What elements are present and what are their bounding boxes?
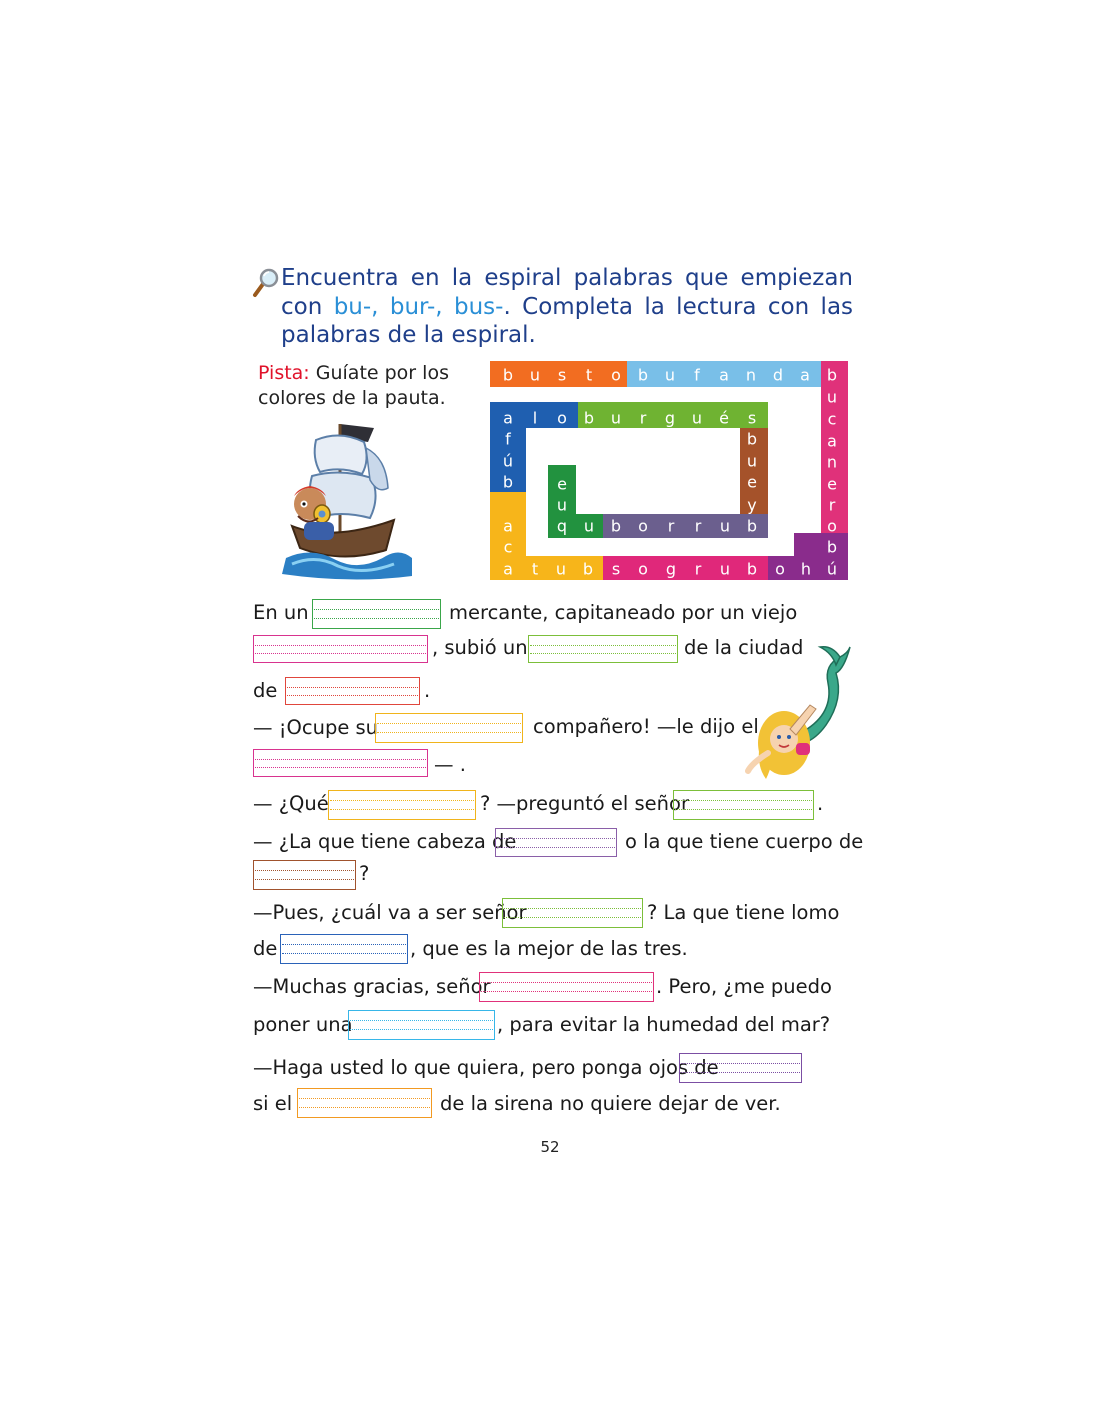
hint-label: Pista:	[258, 362, 310, 384]
spiral-letter: a	[800, 365, 810, 385]
story-line-4: — ¡Ocupe su	[253, 716, 379, 739]
blank-buho-2[interactable]	[679, 1053, 802, 1083]
story-line-8: ?	[359, 862, 370, 885]
blank-burgues[interactable]	[528, 635, 678, 663]
spiral-letter: o	[638, 516, 648, 536]
spiral-letter: b	[746, 559, 758, 579]
spiral-letter: o	[638, 559, 648, 579]
blank-busto[interactable]	[297, 1088, 432, 1118]
story-line-1b: mercante, capitaneado por un viejo	[449, 601, 798, 624]
story-line-14: si el	[253, 1092, 293, 1115]
story-line-7b: o la que tiene cuerpo de	[625, 830, 864, 853]
story-line-13: —Haga usted lo que quiera, pero ponga ojos de	[253, 1056, 719, 1079]
story-line-14b: de la sirena no quiere dejar de ver.	[440, 1092, 781, 1115]
spiral-letter: b	[826, 365, 838, 385]
spiral-letter: q	[556, 516, 568, 536]
story-line-12: poner una	[253, 1013, 353, 1036]
story-line-10: de	[253, 937, 278, 960]
spiral-letter: b	[610, 516, 622, 536]
spiral-letter: b	[583, 408, 595, 428]
spiral-letter: b	[746, 516, 758, 536]
spiral-letter: a	[503, 408, 513, 428]
spiral-letter: r	[828, 495, 836, 515]
blank-burgues-3[interactable]	[502, 898, 643, 928]
story-line-4b: compañero! —le dijo el	[533, 715, 759, 738]
spiral-letter: s	[557, 365, 567, 385]
spiral-letter: b	[582, 559, 594, 579]
blank-burgos[interactable]	[285, 677, 420, 705]
story-line-10b: , que es la mejor de las tres.	[410, 937, 688, 960]
spiral-letter: b	[826, 537, 838, 557]
story-line-3b: .	[424, 679, 431, 702]
spiral-letter: e	[827, 474, 837, 494]
spiral-letter: u	[719, 559, 731, 579]
spiral-letter: f	[505, 429, 511, 449]
spiral-letter: d	[772, 365, 784, 385]
hint	[258, 361, 458, 411]
spiral-letter: l	[532, 408, 538, 428]
blank-butaca-2[interactable]	[328, 790, 476, 820]
blank-bufalo[interactable]	[280, 934, 408, 964]
spiral-letter: n	[826, 452, 838, 472]
spiral-letter: t	[531, 559, 539, 579]
spiral-letter: a	[503, 516, 513, 536]
blank-bufanda[interactable]	[348, 1010, 495, 1040]
story-line-11: —Muchas gracias, señor	[253, 975, 491, 998]
spiral-letter: c	[827, 409, 837, 429]
spiral-letter: e	[747, 472, 757, 492]
story-line-3: de	[253, 679, 278, 702]
word-spiral	[490, 360, 850, 582]
story-line-2b: de la ciudad	[684, 636, 804, 659]
instruction-text: Encuentra en la espiral palabras que empiezan con bu-, bur-, bus-. Completa la lectura con las palabras de la espiral.	[281, 265, 854, 348]
spiral-letter: b	[502, 472, 514, 492]
spiral-letter: y	[747, 495, 757, 515]
spiral-letter: u	[556, 495, 568, 515]
story-line-12b: , para evitar la humedad del mar?	[497, 1013, 831, 1036]
story-line-9b: ? La que tiene lomo	[647, 901, 840, 924]
story-line-11b: . Pero, ¿me puedo	[656, 975, 832, 998]
spiral-letter: b	[502, 365, 514, 385]
story-line-9: —Pues, ¿cuál va a ser señor	[253, 901, 527, 924]
spiral-letter: u	[691, 408, 703, 428]
blank-bucanero[interactable]	[253, 635, 428, 663]
spiral-letter: s	[611, 559, 621, 579]
blank-bucanero-2[interactable]	[253, 749, 428, 777]
spiral-letter: b	[746, 429, 758, 449]
spiral-letter: u	[826, 387, 838, 407]
mermaid-illustration	[744, 643, 854, 783]
story-line-6: — ¿Qué	[253, 792, 329, 815]
pirate-ship-illustration	[282, 418, 417, 581]
spiral-letter: u	[555, 559, 567, 579]
spiral-letter: ú	[502, 451, 514, 471]
blank-bucanero-3[interactable]	[479, 972, 654, 1002]
spiral-letter: a	[719, 365, 729, 385]
magnifier-icon	[252, 268, 280, 298]
spiral-letter: c	[503, 537, 513, 557]
story-line-6c: .	[817, 792, 824, 815]
spiral-letter: e	[557, 474, 567, 494]
spiral-letter: r	[694, 516, 702, 536]
spiral-letter: u	[583, 516, 595, 536]
spiral-letter: u	[529, 365, 541, 385]
story-line-1: En un	[253, 601, 309, 624]
spiral-letter: t	[585, 365, 593, 385]
spiral-letter: u	[610, 408, 622, 428]
spiral-letter: r	[639, 408, 647, 428]
spiral-letter: u	[746, 451, 758, 471]
blank-butaca[interactable]	[375, 713, 523, 743]
spiral-letter: a	[827, 431, 837, 451]
spiral-letter: u	[719, 516, 731, 536]
spiral-letter: o	[775, 559, 785, 579]
blank-buho[interactable]	[495, 828, 617, 857]
spiral-letter: ú	[826, 559, 838, 579]
story-line-5: — .	[434, 753, 466, 776]
page-number: 52	[540, 1138, 560, 1156]
spiral-letter: é	[719, 408, 729, 428]
prefixes-highlight: bu-, bur-, bus-	[333, 293, 504, 320]
spiral-letter: a	[503, 559, 513, 579]
spiral-letter: r	[694, 559, 702, 579]
story-line-2: , subió un	[432, 636, 528, 659]
spiral-letter: f	[694, 365, 700, 385]
spiral-letter: g	[664, 408, 676, 428]
blank-buey[interactable]	[253, 860, 356, 890]
blank-barco[interactable]	[312, 599, 441, 629]
spiral-letter: r	[667, 516, 675, 536]
story-line-7: — ¿La que tiene cabeza de	[253, 830, 517, 853]
spiral-letter: h	[800, 559, 812, 579]
spiral-letter: o	[827, 516, 837, 536]
spiral-letter: o	[557, 408, 567, 428]
spiral-letter: s	[747, 408, 757, 428]
spiral-letter: o	[611, 365, 621, 385]
spiral-letter: u	[664, 365, 676, 385]
story-line-6b: ? —preguntó el señor	[480, 792, 689, 815]
hint-text: Guíate por los colores de la pauta.	[258, 362, 449, 409]
spiral-letter: g	[665, 559, 677, 579]
spiral-letter: b	[637, 365, 649, 385]
spiral-letter: n	[745, 365, 757, 385]
blank-burgues-2[interactable]	[673, 790, 814, 820]
